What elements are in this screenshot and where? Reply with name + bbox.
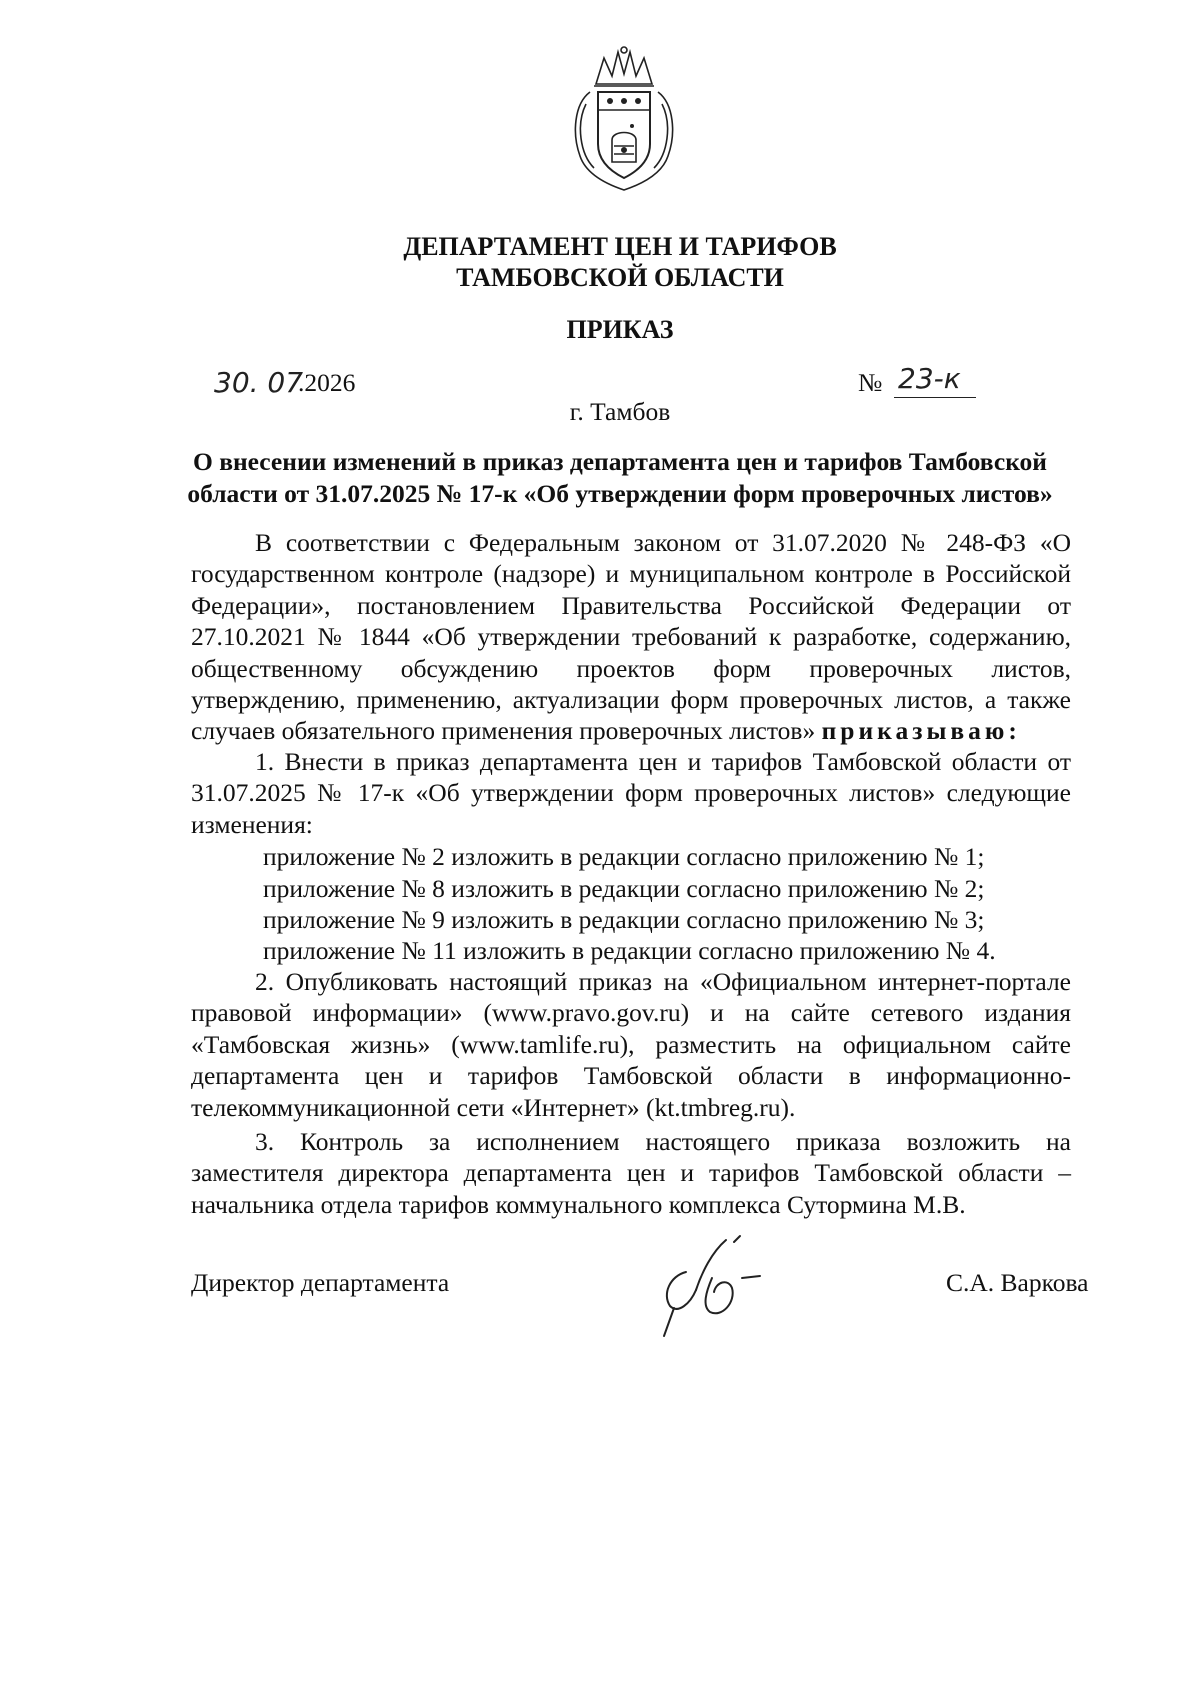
item-3-paragraph [191, 1126, 1071, 1220]
city: г. Тамбов [569, 397, 671, 426]
preamble-text: В соответствии с Федеральным законом от 31.07.2020 № 248-ФЗ «О государственном контроле (надзоре) и муниципальном контроле в Российской Федерации», постановлением Правительства Российской Федерации от 27.10.2021 № 1844 «Об утверждении требований к разработке, содержанию, общественному обсуждению проектов форм проверочных листов, утверждению, применению, актуализации форм проверочных листов, а также случаев обязательного применения проверочных листов» [191, 528, 1071, 746]
sub-item: приложение № 11 изложить в редакции согласно приложению № 4. [263, 936, 996, 965]
org-name-line2: ТАМБОВСКОЙ ОБЛАСТИ [456, 263, 784, 292]
sub-item: приложение № 8 изложить в редакции согласно приложению № 2; [263, 874, 985, 903]
item-1-paragraph [191, 746, 1071, 840]
order-number-handwritten: 23-к [898, 362, 961, 395]
order-title-line1: О внесении изменений в приказ департамента цен и тарифов Тамбовской [193, 447, 1047, 476]
item-3-text: 3. Контроль за исполнением настоящего приказа возложить на заместителя директора департамента цен и тарифов Тамбовской области – начальника отдела тарифов коммунального комплекса Сутормина М.В. [191, 1127, 1071, 1219]
sub-item: приложение № 9 изложить в редакции согласно приложению № 3; [263, 905, 985, 934]
order-number-label: № [858, 368, 883, 397]
coat-of-arms-emblem [566, 44, 682, 194]
sub-item: приложение № 2 изложить в редакции согласно приложению № 1; [263, 842, 985, 871]
order-word: приказываю: [821, 716, 1021, 746]
order-title-line2: области от 31.07.2025 № 17-к «Об утверждении форм проверочных листов» [187, 479, 1053, 508]
org-name-line1: ДЕПАРТАМЕНТ ЦЕН И ТАРИФОВ [403, 232, 837, 261]
item-2-paragraph [191, 966, 1071, 1123]
handwritten-signature [650, 1232, 790, 1342]
signatory-name: С.А. Варкова [946, 1268, 1089, 1297]
signatory-position: Директор департамента [191, 1268, 450, 1297]
preamble-paragraph [191, 527, 1071, 747]
item-2-text: 2. Опубликовать настоящий приказ на «Официальном интернет-портале правовой информации» (www.pravo.gov.ru) и на сайте сетевого издания «Тамбовская жизнь» (www.tamlife.ru), разместить на официальном сайте департамента цен и тарифов Тамбовской области в информационно-телекоммуникационной сети «Интернет» (kt.tmbreg.ru). [191, 967, 1071, 1122]
date-year: .2026 [298, 368, 356, 397]
document-type: ПРИКАЗ [566, 315, 674, 344]
date-handwritten: 30. 07 [214, 366, 304, 399]
item-1-text: 1. Внести в приказ департамента цен и тарифов Тамбовской области от 31.07.2025 № 17-к «Об утверждении форм проверочных листов» следующие изменения: [191, 747, 1071, 839]
